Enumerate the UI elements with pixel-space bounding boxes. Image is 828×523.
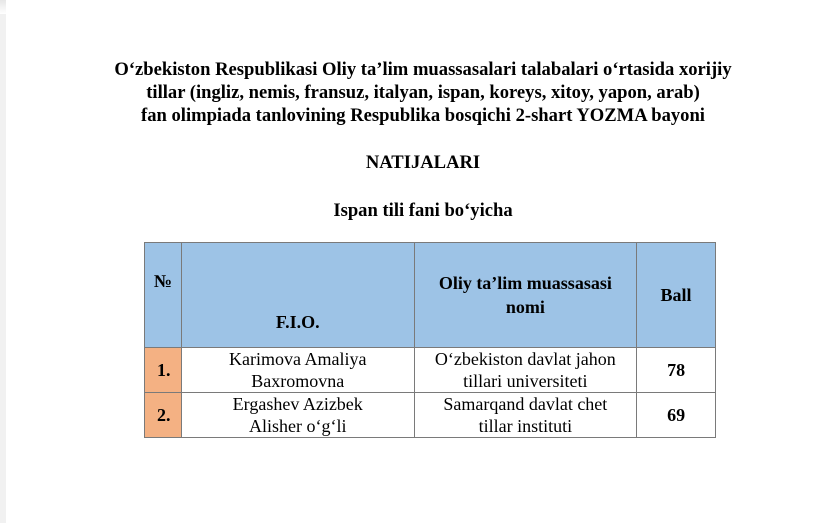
title-line-2: tillar (ingliz, nemis, fransuz, italyan, ispan, koreys, xitoy, yapon, arab): [146, 82, 700, 103]
row-institution-line-1: Samarqand davlat chet: [443, 394, 608, 414]
row-institution-line-2: tillar instituti: [478, 416, 573, 436]
header-number: №: [145, 243, 182, 348]
table-header-row: [145, 243, 716, 348]
row-name-line-2: Baxromovna: [251, 371, 345, 391]
row-institution-line-1: O‘zbekiston davlat jahon: [434, 349, 616, 369]
row-number: 2.: [145, 393, 182, 438]
row-name-line-2: Alisher o‘g‘li: [249, 416, 347, 436]
header-institution-line-1: Oliy ta’lim muassasasi: [438, 273, 612, 293]
row-institution: [414, 393, 637, 438]
subject-heading: Ispan tili fani bo‘yicha: [333, 200, 513, 221]
header-score: Ball: [637, 243, 716, 348]
title-line-1: O‘zbekiston Respublikasi Oliy ta’lim muassasalari talabalari o‘rtasida xorijiy: [114, 59, 732, 80]
header-institution-line-2: nomi: [505, 297, 545, 317]
header-institution: [414, 243, 637, 348]
results-table: [144, 242, 716, 438]
row-number: 1.: [145, 348, 182, 393]
document-title: [0, 58, 828, 127]
row-name: [181, 348, 414, 393]
row-name-line-1: Ergashev Azizbek: [232, 394, 363, 414]
row-score: 69: [637, 393, 716, 438]
row-score: 78: [637, 348, 716, 393]
title-line-3: fan olimpiada tanlovining Respublika bosqichi 2-shart YOZMA bayoni: [141, 105, 705, 126]
table-row: [145, 393, 716, 438]
row-institution: [414, 348, 637, 393]
table-row: [145, 348, 716, 393]
row-name: [181, 393, 414, 438]
row-institution-line-2: tillari universiteti: [463, 371, 588, 391]
row-name-line-1: Karimova Amaliya: [229, 349, 367, 369]
header-name: F.I.O.: [181, 243, 414, 348]
results-heading: NATIJALARI: [365, 152, 481, 173]
